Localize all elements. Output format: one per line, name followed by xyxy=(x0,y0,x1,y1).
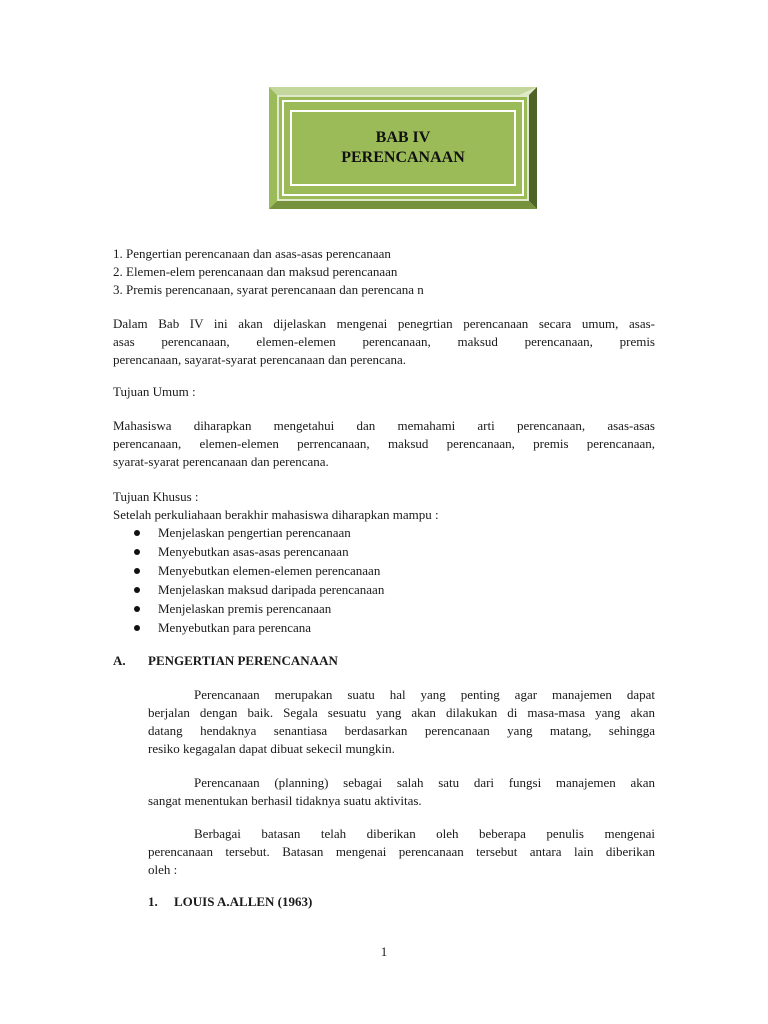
subsection-number: 1. xyxy=(148,894,158,909)
chapter-title-box xyxy=(269,87,537,209)
specific-objective-heading: Tujuan Khusus : xyxy=(113,489,199,504)
bullet-icon xyxy=(134,530,140,536)
general-objective-heading: Tujuan Umum : xyxy=(113,384,196,399)
objectives-bullet-list xyxy=(113,524,655,638)
list-item: Menjelaskan premis perencanaan xyxy=(113,600,655,619)
chapter-title: PERENCANAAN xyxy=(341,149,465,166)
section-heading xyxy=(113,652,655,670)
body-paragraph: Berbagai batasan telah diberikan oleh beberapa penulis mengenai perencanaan tersebut. Batasan mengenai perencanaan tersebut antara lain diberikan oleh : xyxy=(148,826,655,877)
subsection-heading xyxy=(148,893,312,911)
list-item: Menyebutkan elemen-elemen perencanaan xyxy=(113,562,655,581)
bullet-icon xyxy=(134,549,140,555)
body-paragraph: Perencanaan merupakan suatu hal yang penting agar manajemen dapat berjalan dengan baik. Segala sesuatu yang akan dilakukan di masa-masa yang akan datang hendaknya senantiasa berdasarkan perencanaan yang matang, sehingga resiko kegagalan dapat dibuat sekecil mungkin. xyxy=(148,687,655,756)
general-objective-paragraph: Mahasiswa diharapkan mengetahui dan memahami arti perencanaan, asas-asas perencanaan, elemen-elemen perrencanaan, maksud perencanaan, premis perencanaan, syarat-syarat perencanaan dan perencana. xyxy=(113,418,655,469)
outline-item: 3. Premis perencanaan, syarat perencanaan dan perencana n xyxy=(113,282,424,297)
bullet-icon xyxy=(134,568,140,574)
body-paragraph: Perencanaan (planning) sebagai salah satu dari fungsi manajemen akan sangat menentukan berhasil tidaknya suatu aktivitas. xyxy=(148,775,655,808)
bullet-icon xyxy=(134,587,140,593)
outline-item: 2. Elemen-elem perencanaan dan maksud perencanaan xyxy=(113,264,398,279)
chapter-outline-list xyxy=(113,245,655,299)
list-item: Menjelaskan pengertian perencanaan xyxy=(113,524,655,543)
page-number: 1 xyxy=(380,944,388,959)
list-item: Menjelaskan maksud daripada perencanaan xyxy=(113,581,655,600)
specific-objectives xyxy=(113,488,655,638)
section-title: PENGERTIAN PERENCANAAN xyxy=(148,653,338,668)
list-item: Menyebutkan para perencana xyxy=(113,619,655,638)
intro-paragraph: Dalam Bab IV ini akan dijelaskan mengenai penegrtian perencanaan secara umum, asas- asas perencanaan, elemen-elemen perencanaan, maksud perencanaan, premis perencanaan, sayarat-syarat perencanaan dan perencana. xyxy=(113,316,655,367)
bullet-icon xyxy=(134,606,140,612)
specific-objective-lead: Setelah perkuliahaan berakhir mahasiswa diharapkan mampu : xyxy=(113,507,439,522)
outline-item: 1. Pengertian perencanaan dan asas-asas perencanaan xyxy=(113,246,391,261)
section-letter: A. xyxy=(113,653,126,668)
chapter-number: BAB IV xyxy=(375,129,431,146)
subsection-title: LOUIS A.ALLEN (1963) xyxy=(174,894,313,909)
list-item: Menyebutkan asas-asas perencanaan xyxy=(113,543,655,562)
bullet-icon xyxy=(134,625,140,631)
